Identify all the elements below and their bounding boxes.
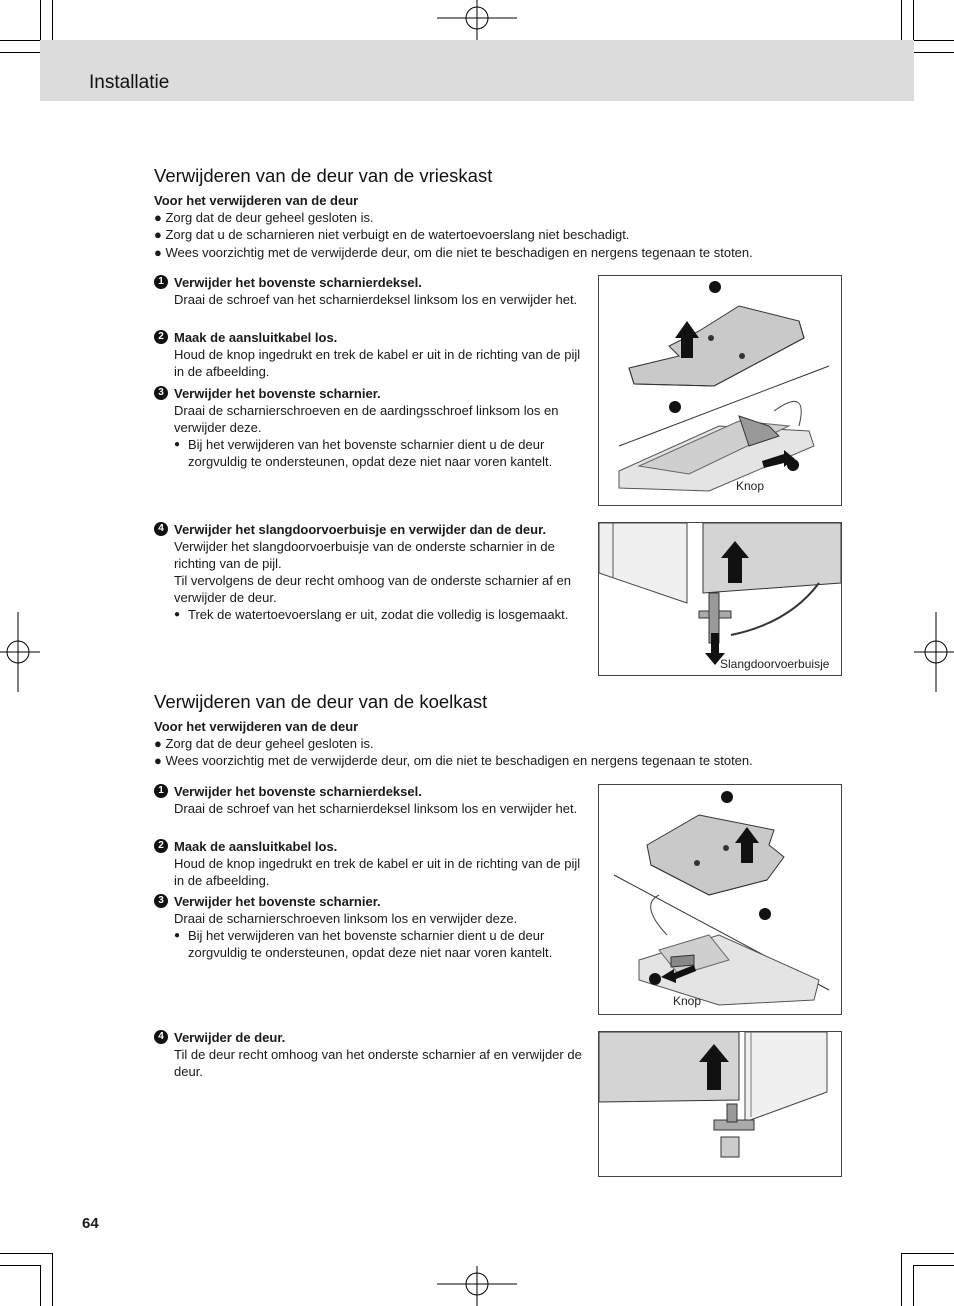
header-band bbox=[40, 40, 914, 101]
step-body: Draai de schroef van het scharnierdeksel linksom los en verwijder het. bbox=[174, 801, 578, 816]
step-title: Verwijder het bovenste scharnierdeksel. bbox=[174, 275, 422, 290]
step-number: 4 bbox=[154, 522, 168, 536]
figure-label-knop: Knop bbox=[673, 994, 702, 1008]
step-title: Maak de aansluitkabel los. bbox=[174, 330, 338, 345]
freezer-step-1 bbox=[154, 274, 582, 308]
step-title: Verwijder de deur. bbox=[174, 1030, 286, 1045]
fridge-bullet: ● Zorg dat de deur geheel gesloten is. bbox=[154, 736, 374, 751]
fridge-bullet: ● Wees voorzichtig met de verwijderde deur, om die niet te beschadigen en nergens tegenaan te stoten. bbox=[154, 753, 753, 768]
step-note: ● Bij het verwijderen van het bovenste scharnier dient u de deur zorgvuldig te ondersteunen, opdat deze niet naar voren kantelt. bbox=[174, 436, 582, 470]
step-number: 3 bbox=[154, 386, 168, 400]
step-title: Verwijder het bovenste scharnier. bbox=[174, 386, 381, 401]
step-body: Til de deur recht omhoog van het onderste scharnier af en verwijder de deur. bbox=[174, 1047, 582, 1079]
fridge-lower-hinge-figure bbox=[598, 1031, 842, 1177]
step-number: 2 bbox=[154, 839, 168, 853]
freezer-step-3 bbox=[154, 385, 582, 470]
step-note: ● Trek de watertoevoerslang er uit, zodat die volledig is losgemaakt. bbox=[174, 606, 582, 623]
step-body: Houd de knop ingedrukt en trek de kabel er uit in de richting van de pijl in de afbeelding. bbox=[174, 347, 581, 379]
step-body: Draai de scharnierschroeven en de aardingsschroef linksom los en verwijder deze. bbox=[174, 403, 559, 435]
step-body: Verwijder het slangdoorvoerbuisje van de onderste scharnier in de richting van de pijl. bbox=[174, 539, 555, 571]
step-body: Houd de knop ingedrukt en trek de kabel er uit in de richting van de pijl in de afbeelding. bbox=[174, 856, 581, 888]
fridge-step-4 bbox=[154, 1029, 582, 1080]
fridge-section-title: Verwijderen van de deur van de koelkast bbox=[154, 691, 488, 712]
step-title: Maak de aansluitkabel los. bbox=[174, 839, 338, 854]
figure-label-knop: Knop bbox=[736, 479, 765, 493]
step-body: Draai de schroef van het scharnierdeksel linksom los en verwijder het. bbox=[174, 292, 578, 307]
freezer-step-2 bbox=[154, 329, 582, 380]
step-body: Draai de scharnierschroeven linksom los en verwijder deze. bbox=[174, 911, 518, 926]
step-title: Verwijder het bovenste scharnierdeksel. bbox=[174, 784, 422, 799]
step-number: 1 bbox=[154, 275, 168, 289]
fridge-hinge-figure bbox=[598, 784, 842, 1015]
fridge-step-2 bbox=[154, 838, 582, 889]
freezer-before-title: Voor het verwijderen van de deur bbox=[154, 193, 359, 208]
freezer-step-4 bbox=[154, 521, 582, 623]
fridge-step-3 bbox=[154, 893, 582, 961]
freezer-bullet: ● Wees voorzichtig met de verwijderde deur, om die niet te beschadigen en nergens tegenaan te stoten. bbox=[154, 245, 753, 260]
step-body-2: Til vervolgens de deur recht omhoog van de onderste scharnier af en verwijder de deur. bbox=[174, 573, 571, 605]
step-number: 3 bbox=[154, 894, 168, 908]
freezer-lower-hinge-figure bbox=[598, 522, 842, 676]
step-note: ● Bij het verwijderen van het bovenste scharnier dient u de deur zorgvuldig te ondersteunen, opdat deze niet naar voren kantelt. bbox=[174, 927, 582, 961]
page-header-title: Installatie bbox=[89, 72, 170, 93]
freezer-bullet: ● Zorg dat u de scharnieren niet verbuigt en de watertoevoerslang niet beschadigt. bbox=[154, 227, 630, 242]
step-title: Verwijder het bovenste scharnier. bbox=[174, 894, 381, 909]
figure-label-slangdoorvoerbuisje: Slangdoorvoerbuisje bbox=[720, 657, 830, 671]
step-number: 4 bbox=[154, 1030, 168, 1044]
page-number: 64 bbox=[82, 1215, 99, 1232]
freezer-bullet: ● Zorg dat de deur geheel gesloten is. bbox=[154, 210, 374, 225]
step-title: Verwijder het slangdoorvoerbuisje en verwijder dan de deur. bbox=[174, 522, 547, 537]
fridge-step-1 bbox=[154, 783, 582, 817]
freezer-section-title: Verwijderen van de deur van de vrieskast bbox=[154, 165, 493, 186]
freezer-hinge-figure bbox=[598, 275, 842, 506]
step-number: 1 bbox=[154, 784, 168, 798]
fridge-before-title: Voor het verwijderen van de deur bbox=[154, 719, 359, 734]
step-number: 2 bbox=[154, 330, 168, 344]
